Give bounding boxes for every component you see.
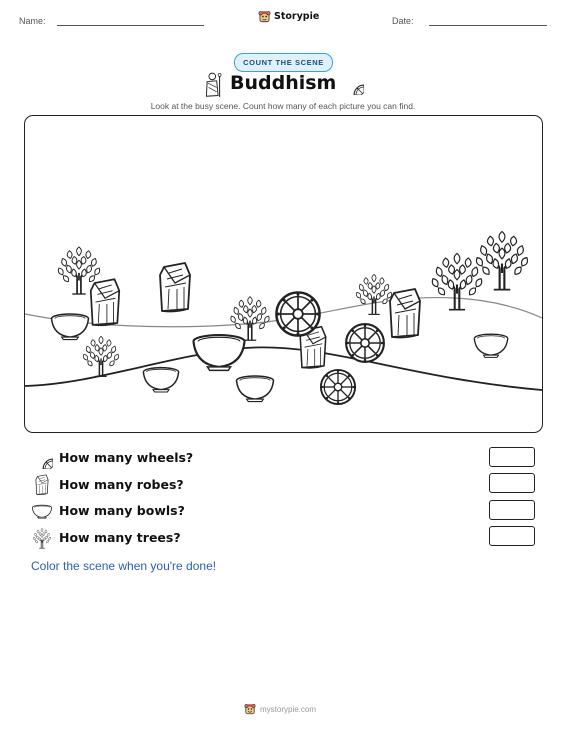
footer-url: mystorypie.com: [260, 704, 317, 714]
question-bowls: How many bowls?: [59, 503, 185, 518]
robe-icon: [91, 279, 120, 325]
bowl-icon: [474, 334, 507, 357]
wheel-icon: [276, 292, 319, 335]
counting-scene[interactable]: [24, 115, 543, 433]
question-wheels: How many wheels?: [59, 450, 194, 465]
answer-box-robes[interactable]: [489, 473, 535, 493]
footer: [244, 703, 316, 715]
tree-icon: [432, 253, 481, 309]
bowl-icon: [52, 314, 89, 340]
page-title: Buddhism: [230, 72, 337, 94]
dharma-wheel-icon: [342, 73, 364, 95]
name-line[interactable]: [57, 25, 204, 26]
wheel-icon: [321, 370, 355, 404]
bowl-icon: [143, 368, 178, 392]
tree-icon: [477, 232, 528, 290]
brand-name: Storypie: [274, 11, 320, 22]
mascot-icon: [258, 10, 271, 23]
bowl-icon: [31, 501, 53, 523]
page-subtitle: Look at the busy scene. Count how many of each picture you can find.: [150, 101, 416, 111]
robe-icon: [31, 474, 53, 496]
bowl-icon: [237, 376, 274, 402]
mascot-icon: [244, 703, 256, 715]
monk-icon: [202, 71, 224, 98]
coloring-instruction: Color the scene when you're done!: [31, 559, 217, 573]
bowl-icon: [193, 335, 244, 370]
scene-illustration: [25, 116, 542, 432]
question-robes: How many robes?: [59, 477, 184, 492]
tree-icon: [231, 297, 269, 341]
name-label: Name:: [19, 16, 46, 26]
tree-icon: [31, 527, 53, 549]
tree-icon: [83, 336, 118, 376]
answer-box-wheels[interactable]: [489, 447, 535, 467]
robe-icon: [160, 263, 190, 312]
tree-icon: [356, 274, 391, 314]
wheel-icon: [31, 447, 53, 469]
date-label: Date:: [392, 16, 414, 26]
answer-box-trees[interactable]: [489, 526, 535, 546]
robe-icon: [390, 289, 420, 338]
count-the-scene-badge: COUNT THE SCENE: [234, 53, 333, 72]
question-trees: How many trees?: [59, 530, 181, 545]
answer-box-bowls[interactable]: [489, 500, 535, 520]
wheel-icon: [346, 324, 384, 362]
brand-logo: [258, 10, 319, 23]
date-line[interactable]: [429, 25, 547, 26]
